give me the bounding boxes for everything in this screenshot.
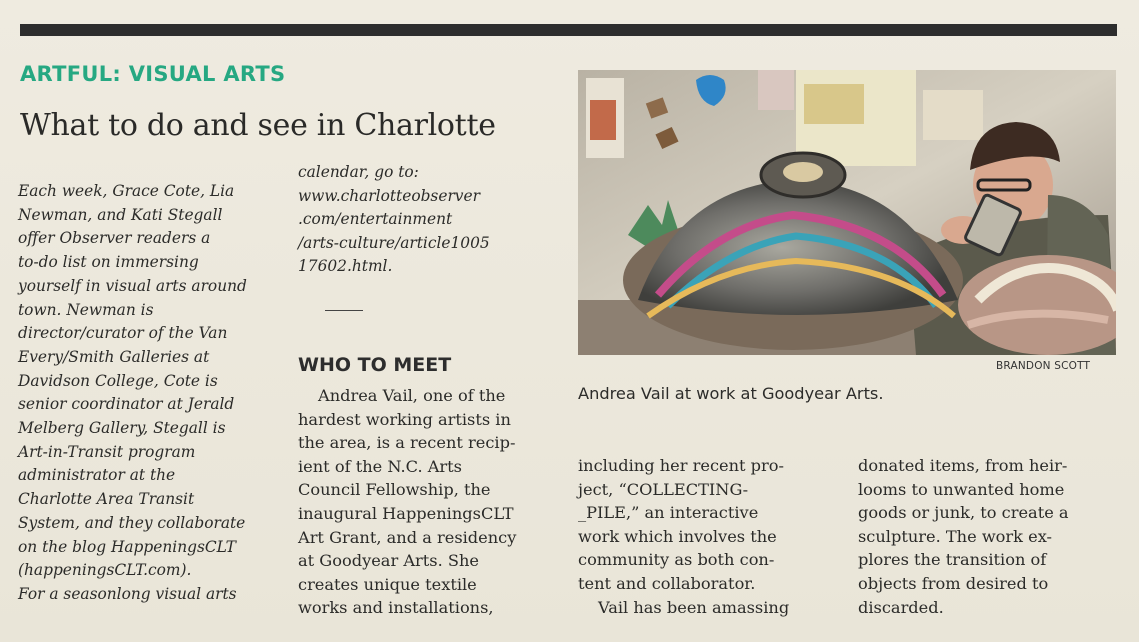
body-line: tent and collaborator. <box>578 573 756 593</box>
body-line: the area, is a recent recip- <box>298 433 516 453</box>
photo-caption: Andrea Vail at work at Goodyear Arts. <box>578 384 884 403</box>
intro-line: (happeningsCLT.com). <box>18 561 192 580</box>
intro-line: Newman, and Kati Stegall <box>18 205 223 224</box>
body-line: hardest working artists in <box>298 409 511 429</box>
body-column-2 <box>298 384 560 620</box>
body-line: Andrea Vail, one of the <box>318 386 506 405</box>
photo-illustration <box>578 70 1116 355</box>
body-column-3 <box>578 454 840 619</box>
intro-line: For a seasonlong visual arts <box>18 584 237 603</box>
body-line: ject, “COLLECTING- <box>578 479 749 499</box>
body-line: inaugural HappeningsCLT <box>298 503 514 523</box>
intro-line: Art-in-Transit program <box>18 442 196 461</box>
intro-line: yourself in visual arts around <box>18 276 247 295</box>
body-line: looms to unwanted home <box>858 479 1065 499</box>
intro-line: System, and they collaborate <box>18 513 246 532</box>
body-line: discarded. <box>858 597 944 617</box>
section-divider <box>325 310 363 311</box>
photo-credit: BRANDON SCOTT <box>996 360 1091 372</box>
body-line: goods or junk, to create a <box>858 503 1069 523</box>
subhead-who-to-meet: WHO TO MEET <box>298 354 452 376</box>
intro-line: Davidson College, Cote is <box>18 371 218 390</box>
body-line: Council Fellowship, the <box>298 480 491 500</box>
intro-line: offer Observer readers a <box>18 229 211 248</box>
intro-line: Every/Smith Galleries at <box>18 347 210 366</box>
article-photo <box>578 70 1116 355</box>
intro-line: director/curator of the Van <box>18 324 228 343</box>
intro-line: to-do list on immersing <box>18 253 199 272</box>
section-label: ARTFUL: VISUAL ARTS <box>20 62 286 86</box>
body-line: Art Grant, and a residency <box>298 527 517 547</box>
body-line: ient of the N.C. Arts <box>298 456 462 476</box>
intro-line: calendar, go to: <box>298 163 419 181</box>
intro-line: Each week, Grace Cote, Lia <box>18 182 235 200</box>
body-line: community as both con- <box>578 550 775 570</box>
body-line: sculpture. The work ex- <box>858 526 1053 546</box>
calendar-link[interactable]: www.charlotteobserver <box>298 186 480 205</box>
body-line: plores the transition of <box>858 550 1047 570</box>
intro-line: Melberg Gallery, Stegall is <box>18 419 226 438</box>
body-line: creates unique textile <box>298 574 477 594</box>
body-column-4 <box>858 454 1120 619</box>
intro-line: Charlotte Area Transit <box>18 490 195 509</box>
calendar-link[interactable]: 17602.html. <box>298 257 393 276</box>
intro-line: administrator at the <box>18 466 176 485</box>
body-line: at Goodyear Arts. She <box>298 551 479 571</box>
intro-line: town. Newman is <box>18 300 154 319</box>
calendar-link[interactable]: .com/entertainment <box>298 210 453 229</box>
intro-column-2 <box>298 161 558 279</box>
intro-line: on the blog HappeningsCLT <box>18 537 236 556</box>
top-rule <box>20 24 1117 36</box>
body-line: donated items, from heir- <box>858 456 1068 475</box>
calendar-link[interactable]: /arts-culture/article1005 <box>298 233 490 252</box>
body-line: works and installations, <box>298 598 494 618</box>
body-line: _PILE,” an interactive <box>578 503 759 523</box>
body-line: work which involves the <box>578 526 777 546</box>
body-line: objects from desired to <box>858 573 1049 593</box>
headline: What to do and see in Charlotte <box>20 108 496 143</box>
intro-line: senior coordinator at Jerald <box>18 395 235 414</box>
body-line: Vail has been amassing <box>598 597 790 617</box>
intro-column-1 <box>18 180 280 607</box>
body-line: including her recent pro- <box>578 456 784 475</box>
